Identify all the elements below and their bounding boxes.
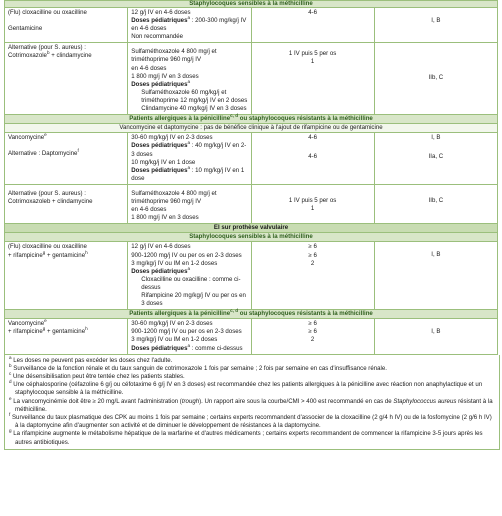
duration-cell <box>251 133 374 185</box>
drug-name-part: + rifampicine <box>8 328 43 336</box>
footnote-marker: a <box>187 140 191 146</box>
dose-text: en 4-6 doses <box>131 206 167 214</box>
band-text: ou staphylocoques résistants à la méthicilline <box>238 115 373 123</box>
duration-text: 4-6 <box>308 134 318 142</box>
pediatric-label: Doses pédiatriques <box>131 142 188 150</box>
footnote-text: Une céphalosporine (céfazoline 6 g/j ou céfotaxime 6 g/j IV en 3 doses) est recommandée chez les patients allergiques à la pénicilline avec réaction non anaphylactique et un staphylocoque sensible à la méthicilline. <box>13 381 483 397</box>
dose-text <box>131 164 247 183</box>
duration-text: 2 <box>310 259 315 267</box>
footnote-marker: c, d <box>230 113 239 119</box>
footnote-marker: a <box>187 265 191 271</box>
dose-text: 1 800 mg/j IV en 3 doses <box>131 72 199 80</box>
class-text: IIa, C <box>428 153 444 161</box>
class-text: I, B <box>431 17 441 24</box>
drug-name-part: Cotrimoxazole <box>8 52 47 60</box>
table-row <box>5 133 498 185</box>
section-band: EI sur prothèse valvulaire <box>5 224 498 233</box>
drug-name-part: + gentamicine <box>45 328 86 336</box>
dose-cell <box>128 43 251 115</box>
drug-name <box>8 134 124 142</box>
footnote-text: résistant à la méthicilline. <box>15 397 493 413</box>
section-band <box>5 310 498 319</box>
class-cell <box>374 133 497 185</box>
footnote-marker: e <box>44 318 47 324</box>
footnote-marker: b <box>46 50 50 56</box>
drug-name: Alternative (pour S. aureus) : <box>8 44 86 52</box>
dose-text: 12 g/j IV en 4-6 doses <box>131 243 191 251</box>
class-text: IIb, C <box>428 74 444 82</box>
drug-name-part: Vancomycine <box>8 320 45 328</box>
drug-name <box>8 150 124 158</box>
dose-cell <box>128 319 251 354</box>
pediatric-label: Doses pédiatriques <box>131 17 188 25</box>
duration-text: 1 IV puis 5 per os <box>288 50 337 58</box>
dose-text: 900-1200 mg/j IV ou per os en 2-3 doses <box>131 251 242 259</box>
pediatric-label: Doses pédiatriques <box>131 166 188 174</box>
dose-cell <box>128 242 251 310</box>
dose-text <box>131 342 247 353</box>
footnote-letter: f <box>9 412 11 418</box>
dose-text: 1 800 mg/j IV en 3 doses <box>131 214 199 222</box>
drug-name: (Flu) cloxacilline ou oxacilline <box>8 243 87 251</box>
footnote <box>9 362 495 373</box>
dose-text: Non recommandée <box>131 33 184 41</box>
dose-text <box>131 265 247 276</box>
dose-text: 30-60 mg/kg/j IV en 2-3 doses <box>131 134 213 142</box>
note-row <box>5 124 498 133</box>
duration-cell <box>251 242 374 310</box>
footnote-marker: a <box>187 164 191 170</box>
dose-text: 30-60 mg/kg/j IV en 2-3 doses <box>131 320 213 328</box>
drug-name-part: + clindamycine <box>49 52 92 60</box>
drug-name: Gentamicine <box>8 25 43 33</box>
footnote-text: ). Un rapport aire sous la courbe/CMI > 400 est recommandé en cas de <box>199 397 394 405</box>
band-row <box>5 1 498 8</box>
footnote-letter: d <box>9 379 12 385</box>
footnote-text: Une désensibilisation peut être tentée chez les patients stables. <box>13 373 185 381</box>
class-text: I, B <box>431 134 441 142</box>
dose-text: 10 mg/kg/j IV en 1 dose <box>131 158 196 166</box>
footnote <box>9 395 495 414</box>
duration-text: ≥ 6 <box>308 320 317 328</box>
footnote-letter: a <box>9 354 12 360</box>
drug-name: Cotrimoxazoleb + clindamycine <box>8 197 93 205</box>
drug-name: Alternative (pour S. aureus) : <box>8 189 86 197</box>
duration-text: 2 <box>310 336 315 344</box>
dose-text: 900-1200 mg/j IV ou per os en 2-3 doses <box>131 328 242 336</box>
footnote-letter: g <box>9 428 12 434</box>
section-band: Staphylocoques sensibles à la méthicilline <box>5 233 498 242</box>
table-row <box>5 184 498 223</box>
dose-cell <box>128 133 251 185</box>
footnote-text: trough <box>181 397 200 405</box>
footnote-text: Les doses ne peuvent pas excéder les doses chez l'adulte. <box>13 356 173 364</box>
dose-text <box>131 17 247 33</box>
footnote-marker: g <box>42 326 46 332</box>
dose-text: Sulfaméthoxazole 4 800 mg/j et triméthoprime 960 mg/j IV <box>131 48 217 64</box>
drug-name-part: Alternative : Daptomycine <box>8 150 78 158</box>
dose-text: en 4-6 doses <box>131 64 167 72</box>
dose-text: Sulfaméthoxazole 60 mg/kg/j et <box>141 88 227 96</box>
dose-text: Rifampicine 20 mg/kg/j IV ou per os en 3 doses <box>141 292 246 308</box>
antibiotic-table <box>4 0 498 355</box>
footnote-marker: g <box>42 249 46 255</box>
band-row <box>5 310 498 319</box>
footnote-text: Surveillance du taux plasmatique des CPK au moins 1 fois par semaine ; certains experts recommandent d'associer de la cloxacilline (2 g/4 h IV) ou de la fosfomycine (2 g/6 h IV) à la daptomycine afin d'augmenter son activité et de diminuer le développement de résistances à la daptomycine. <box>11 414 492 430</box>
footnote-marker: a <box>187 15 191 21</box>
class-text: I, B <box>431 328 441 336</box>
footnote-text: Staphylococcus aureus <box>393 397 457 405</box>
class-cell <box>374 319 497 354</box>
duration-text: 4-6 <box>308 153 318 161</box>
dose-text: Cloxacilline ou oxacilline : comme ci-dessus <box>141 275 241 291</box>
drug-name-part: Vancomycine <box>8 134 45 142</box>
drug-cell <box>5 8 128 43</box>
footnote <box>9 381 495 397</box>
band-row <box>5 224 498 233</box>
class-cell <box>374 8 497 43</box>
band-text: Patients allergiques à la pénicilline <box>129 310 231 318</box>
duration-cell <box>251 184 374 223</box>
drug-name <box>8 249 124 260</box>
footnote-marker: f <box>77 148 79 154</box>
pediatric-dose: : 40 mg/kg/j IV en 2-3 doses <box>131 142 247 158</box>
duration-cell <box>251 8 374 43</box>
section-band: Staphylocoques sensibles à la méthicilline <box>5 1 498 8</box>
band-text: Patients allergiques à la pénicilline <box>129 115 231 123</box>
drug-cell <box>5 319 128 354</box>
footnote-marker: e <box>44 132 47 138</box>
drug-name: (Flu) cloxacilline ou oxacilline <box>8 9 87 16</box>
class-cell <box>374 184 497 223</box>
footnote-marker: h <box>85 326 88 332</box>
pediatric-label: Doses pédiatriques <box>131 80 188 88</box>
pediatric-dose: : 200-300 mg/kg/j IV en 4-6 doses <box>131 17 247 33</box>
drug-cell <box>5 184 128 223</box>
band-text: ou staphylocoques résistants à la méthicilline <box>238 310 373 318</box>
drug-cell <box>5 133 128 185</box>
duration-text: 1 <box>310 204 315 212</box>
band-row <box>5 233 498 242</box>
table-row <box>5 8 498 43</box>
table-row <box>5 43 498 115</box>
duration-text: ≥ 6 <box>308 251 317 259</box>
pediatric-label: Doses pédiatriques <box>131 344 188 352</box>
table-row <box>5 242 498 310</box>
footnote-marker: a <box>187 78 191 84</box>
pediatric-dose: : 10 mg/kg/j IV en 1 dose <box>131 166 245 182</box>
footnote-letter: c <box>9 371 12 377</box>
duration-cell <box>251 43 374 115</box>
dose-cell <box>128 8 251 43</box>
footnote-text: La vancomycinémie doit être ≥ 20 mg/L avant l'administration ( <box>13 397 182 405</box>
drug-name-part: + rifampicine <box>8 251 43 259</box>
pediatric-dose: : comme ci-dessus <box>190 344 243 352</box>
dose-text: Clindamycine 40 mg/kg/j IV en 3 doses <box>141 105 247 113</box>
band-row <box>5 115 498 124</box>
dose-text <box>131 78 247 89</box>
duration-text: 1 IV puis 5 per os <box>288 196 337 204</box>
duration-text: 1 <box>310 58 315 66</box>
footnote-text: La rifampicine augmente le métabolisme hépatique de la warfarine et d'autres médicaments ; certains experts recommandent de commencer la rifampicine 3-5 jours après les autres antibiotiques. <box>13 430 483 446</box>
footnotes <box>4 355 500 450</box>
pediatric-label: Doses pédiatriques <box>131 267 188 275</box>
footnote <box>9 430 495 446</box>
footnote-letter: b <box>9 362 12 368</box>
class-text: I, B <box>431 251 441 259</box>
duration-text: ≥ 6 <box>308 243 317 251</box>
dose-text: 12 g/j IV en 4-6 doses <box>131 9 191 16</box>
footnote-marker: a <box>187 342 191 348</box>
dose-text: Sulfaméthoxazole 4 800 mg/j et triméthoprime 960 mg/j IV <box>131 189 217 205</box>
table-row <box>5 319 498 354</box>
footnote-marker: h <box>85 249 88 255</box>
duration-text: ≥ 6 <box>308 328 317 336</box>
footnote <box>9 354 495 365</box>
footnote-letter: e <box>9 395 12 401</box>
dose-text: 3 mg/kg/j IV ou IM en 1-2 doses <box>131 336 218 344</box>
footnote <box>9 414 495 430</box>
footnote-marker: c, d <box>230 308 239 314</box>
dose-text: 3 mg/kg/j IV ou IM en 1-2 doses <box>131 259 218 267</box>
drug-cell <box>5 43 128 115</box>
dose-text <box>131 142 247 158</box>
drug-cell <box>5 242 128 310</box>
footnote-text: Surveillance de la fonction rénale et du taux sanguin de cotrimoxazole 1 fois par semaine ; 2 fois par semaine en cas d'insuffisance rénale. <box>13 364 387 372</box>
duration-cell <box>251 319 374 354</box>
drug-name-part: + gentamicine <box>45 251 86 259</box>
duration-text: 4-6 <box>308 9 318 16</box>
section-band <box>5 115 498 124</box>
class-cell <box>374 242 497 310</box>
drug-name <box>8 328 124 336</box>
dose-text: triméthoprime 12 mg/kg/j IV en 2 doses <box>141 96 248 104</box>
section-note: Vancomycine et daptomycine : pas de bénéfice clinique à l'ajout de rifampicine ou de gentamicine <box>5 124 498 133</box>
dose-cell <box>128 184 251 223</box>
drug-name <box>8 52 124 60</box>
class-text: IIb, C <box>428 196 444 204</box>
class-cell <box>374 43 497 115</box>
